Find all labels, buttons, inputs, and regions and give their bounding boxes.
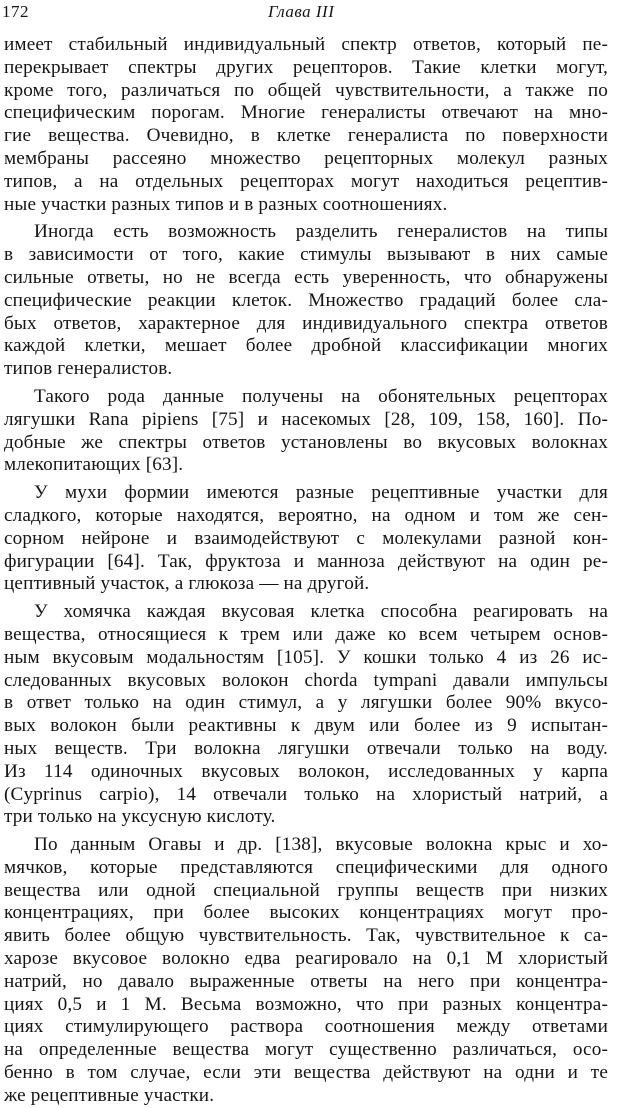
text-line: типов, а на отдельных рецепторах могут находиться рецептив-	[4, 170, 608, 192]
text-line: же рецептивные участки.	[4, 1084, 215, 1106]
text-line: бых ответов, характерное для индивидуального спектра ответов	[4, 312, 608, 334]
text-line: сорном нейроне и взаимодействуют с молекулами разной кон-	[4, 527, 608, 549]
paragraph	[4, 834, 608, 1108]
paragraph	[4, 34, 608, 216]
text-line: циях стимулирующего раствора соотношения между ответами	[4, 1016, 608, 1038]
text-line: ных веществ. Три волокна лягушки отвечали только на воду.	[4, 737, 608, 759]
text-line: фигурации [64]. Так, фруктоза и манноза действуют на один ре-	[4, 550, 608, 572]
text-line: ным вкусовым модальностям [105]. У кошки только 4 из 26 ис-	[4, 646, 608, 668]
text-line: У мухи формии имеются разные рецептивные участки для	[34, 482, 608, 504]
text-line: явить более общую чувствительность. Так, чувствительное к са-	[4, 925, 608, 947]
text-line: в зависимости от того, какие стимулы вызывают в них самые	[4, 244, 608, 266]
text-line: перекрывает спектры других рецепторов. Такие клетки могут,	[4, 56, 608, 78]
paragraph	[4, 221, 608, 381]
text-line: млекопитающих [63].	[4, 454, 184, 476]
text-line: на определенные вещества могут существенно различаться, осо-	[4, 1039, 608, 1061]
text-line: каждой клетки, мешает более дробной классификации многих	[4, 335, 608, 357]
text-line: (Cyprinus carpio), 14 отвечали только на хлористый натрий, а	[4, 783, 608, 805]
text-line: вещества, относящиеся к трем или даже ко всем четырем основ-	[4, 623, 608, 645]
text-line: лягушки Rana pipiens [75] и насекомых [28, 109, 158, 160]. По-	[4, 408, 608, 430]
text-line: концентрациях, при более высоких концентрациях могут про-	[4, 902, 608, 924]
paragraph	[4, 601, 608, 829]
text-line: У хомячка каждая вкусовая клетка способна реагировать на	[34, 601, 608, 623]
page-number: 172	[2, 2, 29, 21]
text-line: специфическим порогам. Многие генералисты отвечают на мно-	[4, 102, 608, 124]
text-line: Иногда есть возможность разделить генералистов на типы	[34, 221, 608, 243]
text-line: харозе вкусовое волокно едва реагировало на 0,1 М хлористый	[4, 948, 608, 970]
text-line: вещества или одной специальной группы веществ при низких	[4, 879, 608, 901]
paragraph	[4, 386, 608, 477]
running-head: Глава III	[268, 2, 335, 21]
text-line: Из 114 одиночных вкусовых волокон, исследованных у карпа	[4, 760, 608, 782]
text-line: мембраны рассеяно множество рецепторных молекул разных	[4, 147, 608, 169]
text-line: добные же спектры ответов установлены во вкусовых волокнах	[4, 431, 608, 453]
text-line: Такого рода данные получены на обонятельных рецепторах	[34, 385, 608, 407]
text-line: специфические реакции клеток. Множество градаций более сла-	[4, 289, 608, 311]
text-line: типов генералистов.	[4, 358, 173, 380]
text-line: сладкого, которые находятся, вероятно, на одном и том же сен-	[4, 504, 608, 526]
text-line: цептивный участок, а глюкоза — на другой.	[4, 573, 370, 595]
text-line: По данным Огавы и др. [138], вкусовые волокна крыс и хо-	[34, 834, 608, 856]
text-line: мячков, которые представляются специфическими для одного	[4, 856, 608, 878]
paragraph	[4, 482, 608, 596]
text-line: кроме того, различаться по общей чувствительности, а также по	[4, 79, 608, 101]
text-line: гие вещества. Очевидно, в клетке генералиста по поверхности	[4, 125, 608, 147]
body-text	[4, 34, 608, 1108]
text-line: бенно в том случае, если эти вещества действуют на одни и те	[4, 1062, 608, 1084]
text-line: сильные ответы, но не всегда есть уверенность, что обнаружены	[4, 266, 608, 288]
text-line: имеет стабильный индивидуальный спектр ответов, который пе-	[4, 34, 608, 55]
text-line: циях 0,5 и 1 М. Весьма возможно, что при разных концентра-	[4, 993, 608, 1015]
text-line: следованных вкусовых волокон chorda tympani давали импульсы	[4, 669, 608, 691]
text-line: в ответ только на один стимул, а у лягушки более 90% вкусо-	[4, 692, 608, 714]
text-line: ные участки разных типов и в разных соотношениях.	[4, 193, 448, 215]
text-line: натрий, но давало выраженные ответы на него при концентра-	[4, 970, 608, 992]
page-header	[0, 0, 620, 28]
text-line: три только на уксусную кислоту.	[4, 806, 276, 828]
text-line: вых волокон были реактивны к двум или более из 9 испытан-	[4, 715, 608, 737]
